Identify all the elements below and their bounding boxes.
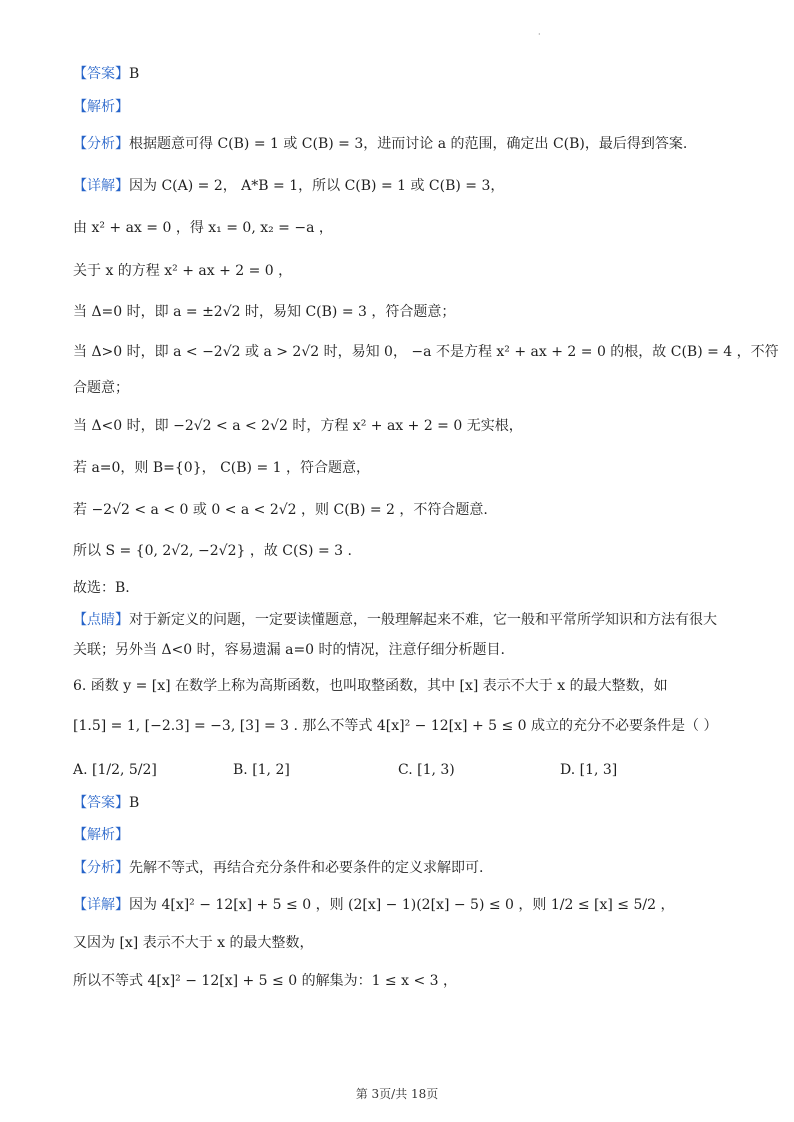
solution-line: 故选：B. [73, 580, 130, 596]
solution-line: 当 Δ<0 时，即 −2√2 < a < 2√2 时，方程 x² + ax + 2 = 0 无实根， [73, 418, 523, 434]
answer-value: B [129, 66, 140, 82]
solution-line: 当 Δ>0 时，即 a < −2√2 或 a > 2√2 时，易知 0， −a 不是方程 x² + ax + 2 = 0 的根，故 C(B) = 4 ，不符 [73, 344, 779, 360]
solution-line: 由 x² + ax = 0 ，得 x₁ = 0, x₂ = −a ， [73, 220, 333, 236]
solution-line: 关于 x 的方程 x² + ax + 2 = 0 ， [73, 263, 293, 279]
corner-mark: · [538, 30, 541, 39]
fenxi-line-2: 【分析】先解不等式，再结合充分条件和必要条件的定义求解即可. [73, 860, 484, 876]
dianjing-line: 【点睛】对于新定义的问题，一定要读懂题意，一般理解起来不难，它一般和平常所学知识和方法有很大 [73, 612, 717, 628]
fenxi-tag: 【分析】 [73, 136, 129, 152]
answer-tag: 【答案】 [73, 66, 129, 82]
q6-option-b: B. [1, 2] [233, 762, 290, 778]
q6-option-d: D. [1, 3] [560, 762, 618, 778]
analysis-heading-2: 【解析】 [73, 827, 129, 843]
xiangjie-line-2: 【详解】因为 4[x]² − 12[x] + 5 ≤ 0 ，则 (2[x] − 1)(2[x] − 5) ≤ 0 ，则 1/2 ≤ [x] ≤ 5/2 ， [73, 897, 675, 913]
dianjing-tag: 【点睛】 [73, 612, 129, 628]
fenxi-line-1 [73, 134, 734, 154]
q6-line3: 所以不等式 4[x]² − 12[x] + 5 ≤ 0 的解集为：1 ≤ x < 3 ， [73, 973, 458, 989]
q6-line2: 又因为 [x] 表示不大于 x 的最大整数， [73, 935, 314, 951]
solution-line: 当 Δ=0 时，即 a = ±2√2 时，易知 C(B) = 3 ，符合题意； [73, 304, 456, 320]
q6-stem-line2: [1.5] = 1, [−2.3] = −3, [3] = 3 . 那么不等式 4[x]² − 12[x] + 5 ≤ 0 成立的充分不必要条件是（ ） [73, 718, 718, 734]
solution-line: 合题意； [73, 380, 129, 396]
xiangjie-tag: 【详解】 [73, 178, 129, 194]
dianjing-cont: 关联；另外当 Δ<0 时，容易遗漏 a=0 时的情况，注意仔细分析题目. [73, 642, 505, 658]
answer-line-1 [73, 64, 734, 84]
answer-line-2: 【答案】B [73, 795, 140, 811]
xiangjie-text: 因为 C(A) = 2， A*B = 1，所以 C(B) = 1 或 C(B) = 3， [129, 178, 505, 194]
fenxi-text: 根据题意可得 C(B) = 1 或 C(B) = 3，进而讨论 a 的范围，确定出 C(B)，最后得到答案. [129, 136, 688, 152]
solution-line: 若 a=0，则 B={0}， C(B) = 1 ，符合题意， [73, 460, 370, 476]
solution-line: 所以 S = {0, 2√2, −2√2} ，故 C(S) = 3 . [73, 543, 352, 559]
q6-stem-line1: 6. 函数 y = [x] 在数学上称为高斯函数，也叫取整函数，其中 [x] 表示不大于 x 的最大整数，如 [73, 678, 668, 694]
analysis-heading-1: 【解析】 [73, 99, 129, 115]
page-footer: 第 3页/共 18页 [355, 1087, 439, 1101]
xiangjie-line-1 [73, 176, 734, 196]
q6-option-a: A. [1/2, 5/2] [73, 762, 157, 778]
q6-option-c: C. [1, 3) [398, 762, 455, 778]
solution-line: 若 −2√2 < a < 0 或 0 < a < 2√2 ，则 C(B) = 2 ，不符合题意. [73, 502, 488, 518]
